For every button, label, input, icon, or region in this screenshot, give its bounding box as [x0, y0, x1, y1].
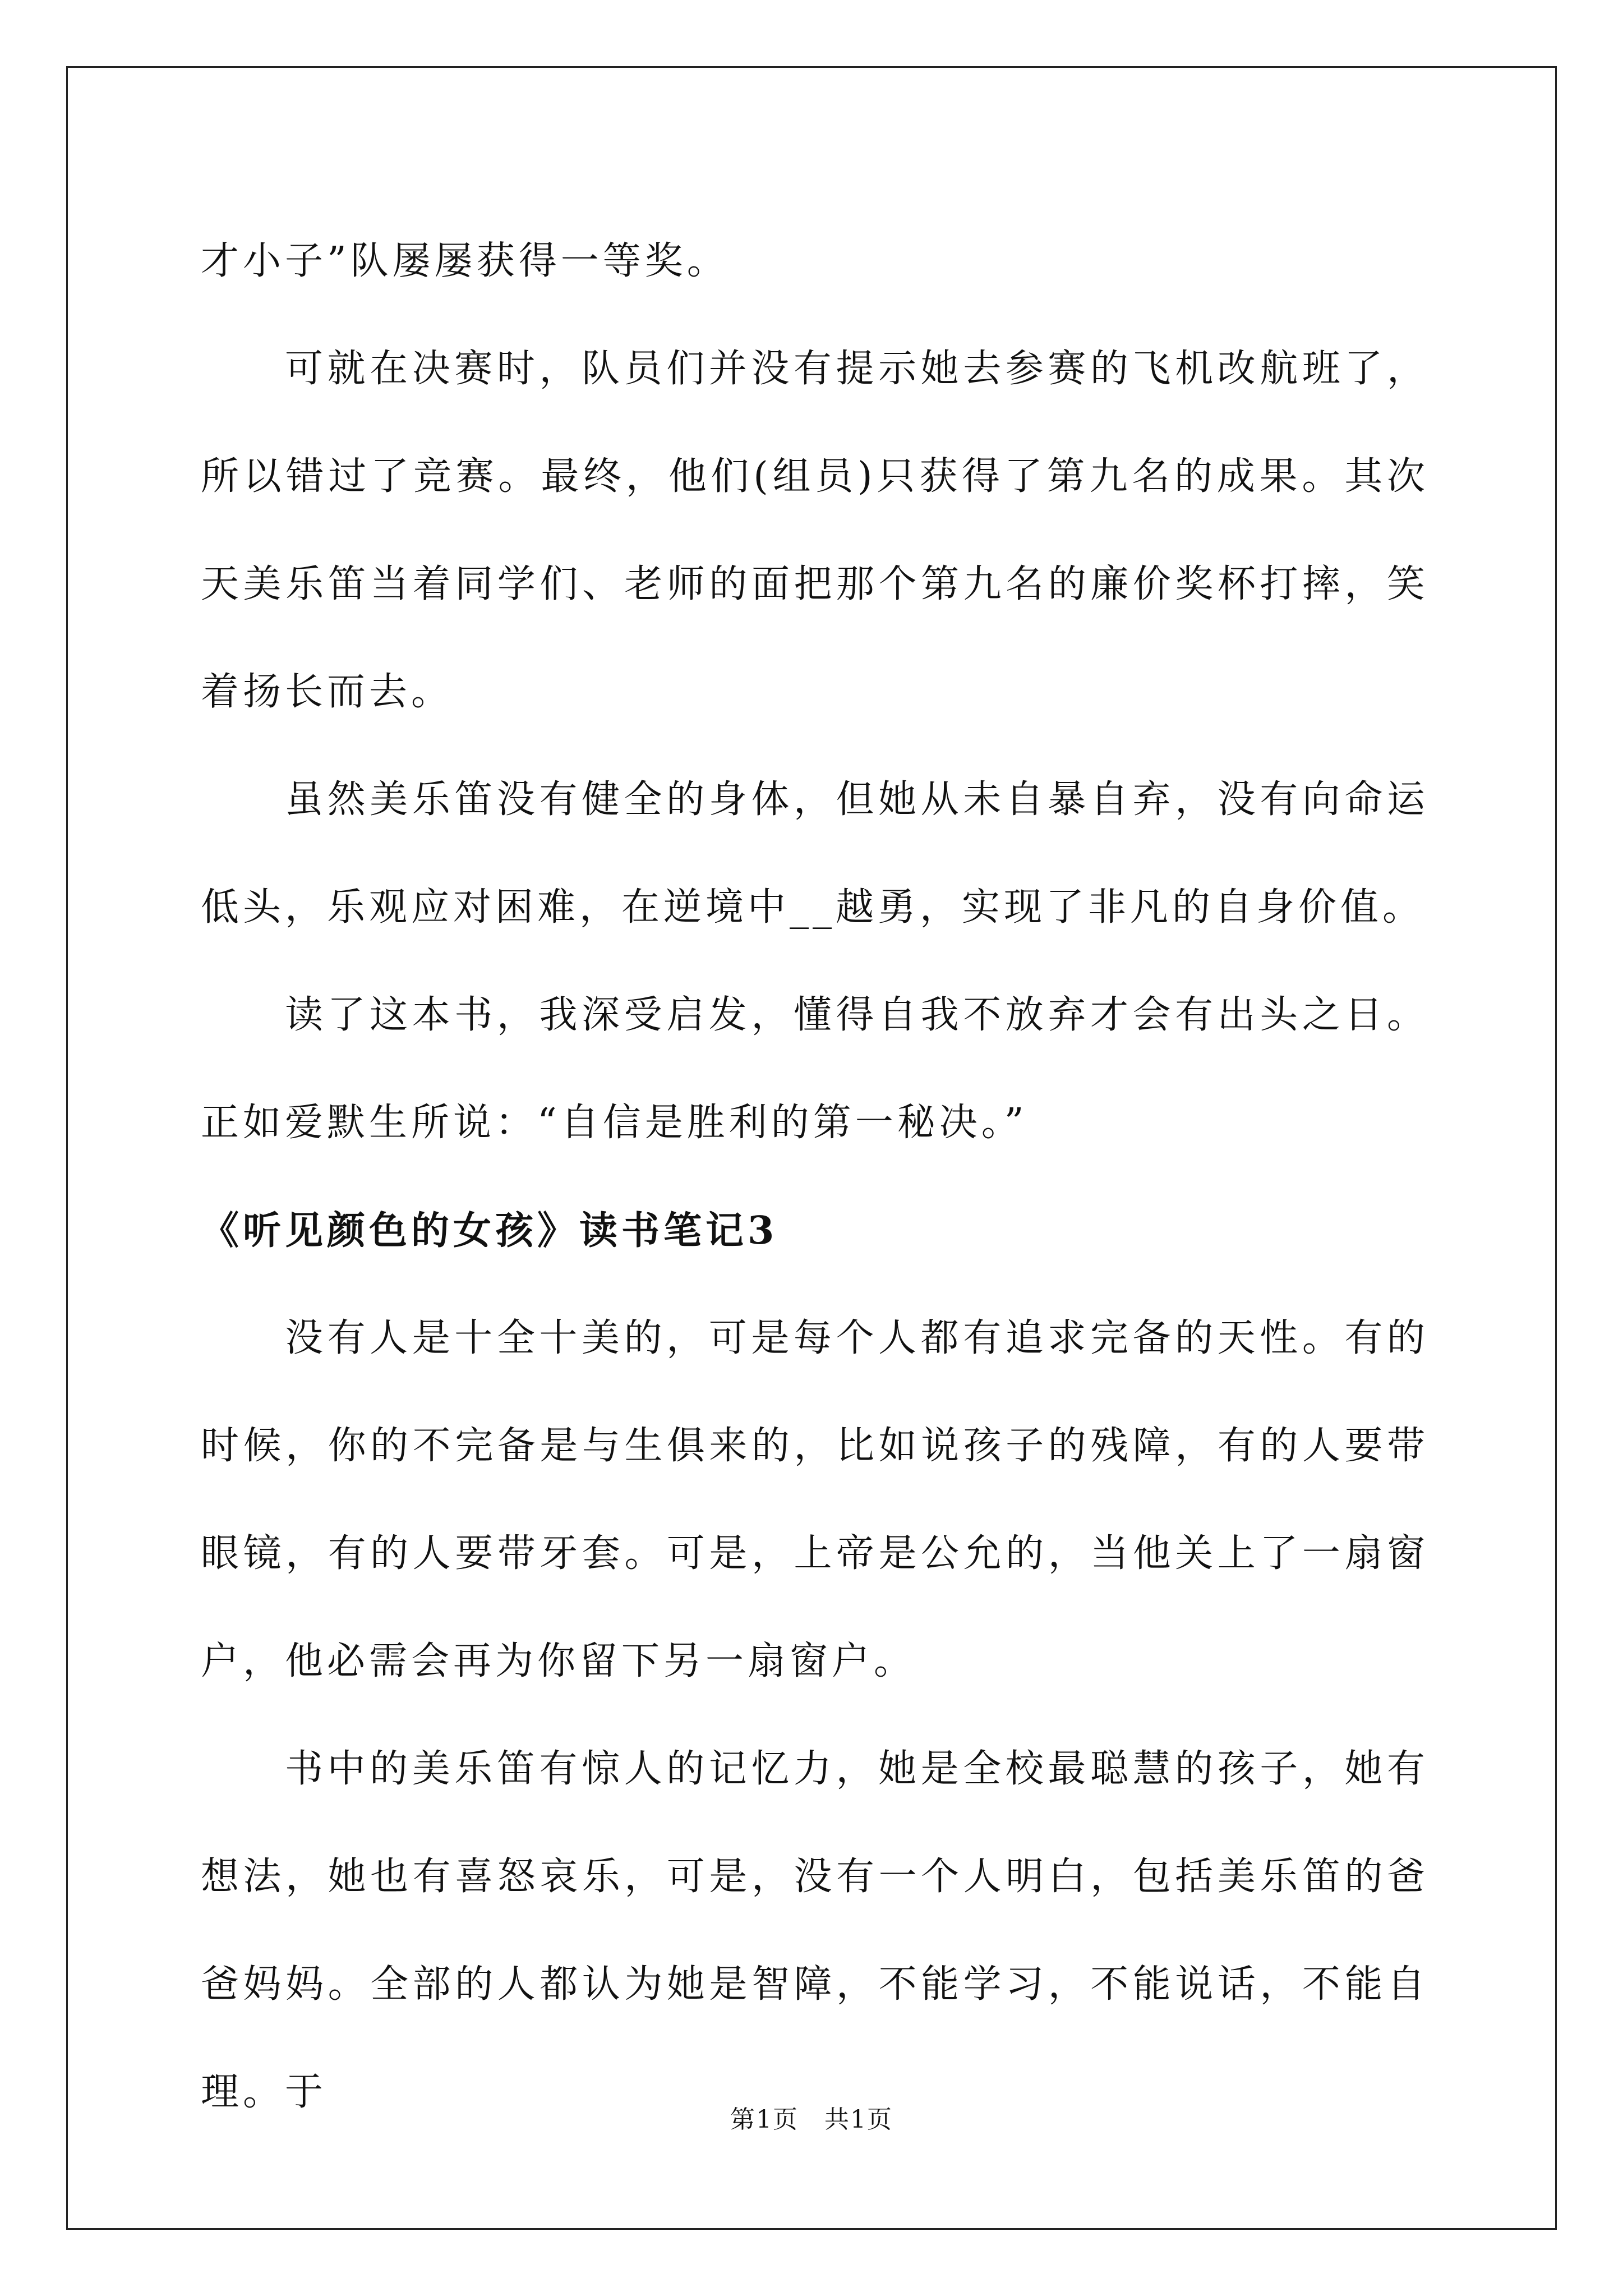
page-number-footer: 第1页 共1页 — [730, 2105, 893, 2134]
document-body — [201, 208, 1429, 2146]
paragraph-perseverance: 虽然美乐笛没有健全的身体，但她从未自暴自弃，没有向命运低头，乐观应对困难，在逆境中__越勇，实现了非凡的自身价值。 — [201, 777, 1429, 930]
paragraph-inspiration: 读了这本书，我深受启发，懂得自我不放弃才会有出头之日。正如爱默生所说：“自信是胜利的第一秘决。” — [201, 993, 1429, 1145]
paragraph-continuation: 才小子”队屡屡获得一等奖。 — [201, 239, 729, 283]
paragraph-final-round: 可就在决赛时，队员们并没有提示她去参赛的飞机改航班了，所以错过了竞赛。最终，他们(组员)只获得了第九名的成果。其次天美乐笛当着同学们、老师的面把那个第九名的廉价奖杯打摔，笑着扬长而去。 — [201, 347, 1429, 714]
paragraph-nobody-perfect: 没有人是十全十美的，可是每个人都有追求完备的天性。有的时候，你的不完备是与生俱来的，比如说孩子的残障，有的人要带眼镜，有的人要带牙套。可是，上帝是公允的，当他关上了一扇窗户，他必需会再为你留下另一扇窗户。 — [201, 1316, 1429, 1683]
section-heading: 《听见颜色的女孩》读书笔记3 — [201, 1208, 778, 1253]
paragraph-melody-memory: 书中的美乐笛有惊人的记忆力，她是全校最聪慧的孩子，她有想法，她也有喜怒哀乐，可是，没有一个人明白，包括美乐笛的爸爸妈妈。全部的人都认为她是智障，不能学习，不能说话，不能自理。于 — [201, 1747, 1429, 2114]
